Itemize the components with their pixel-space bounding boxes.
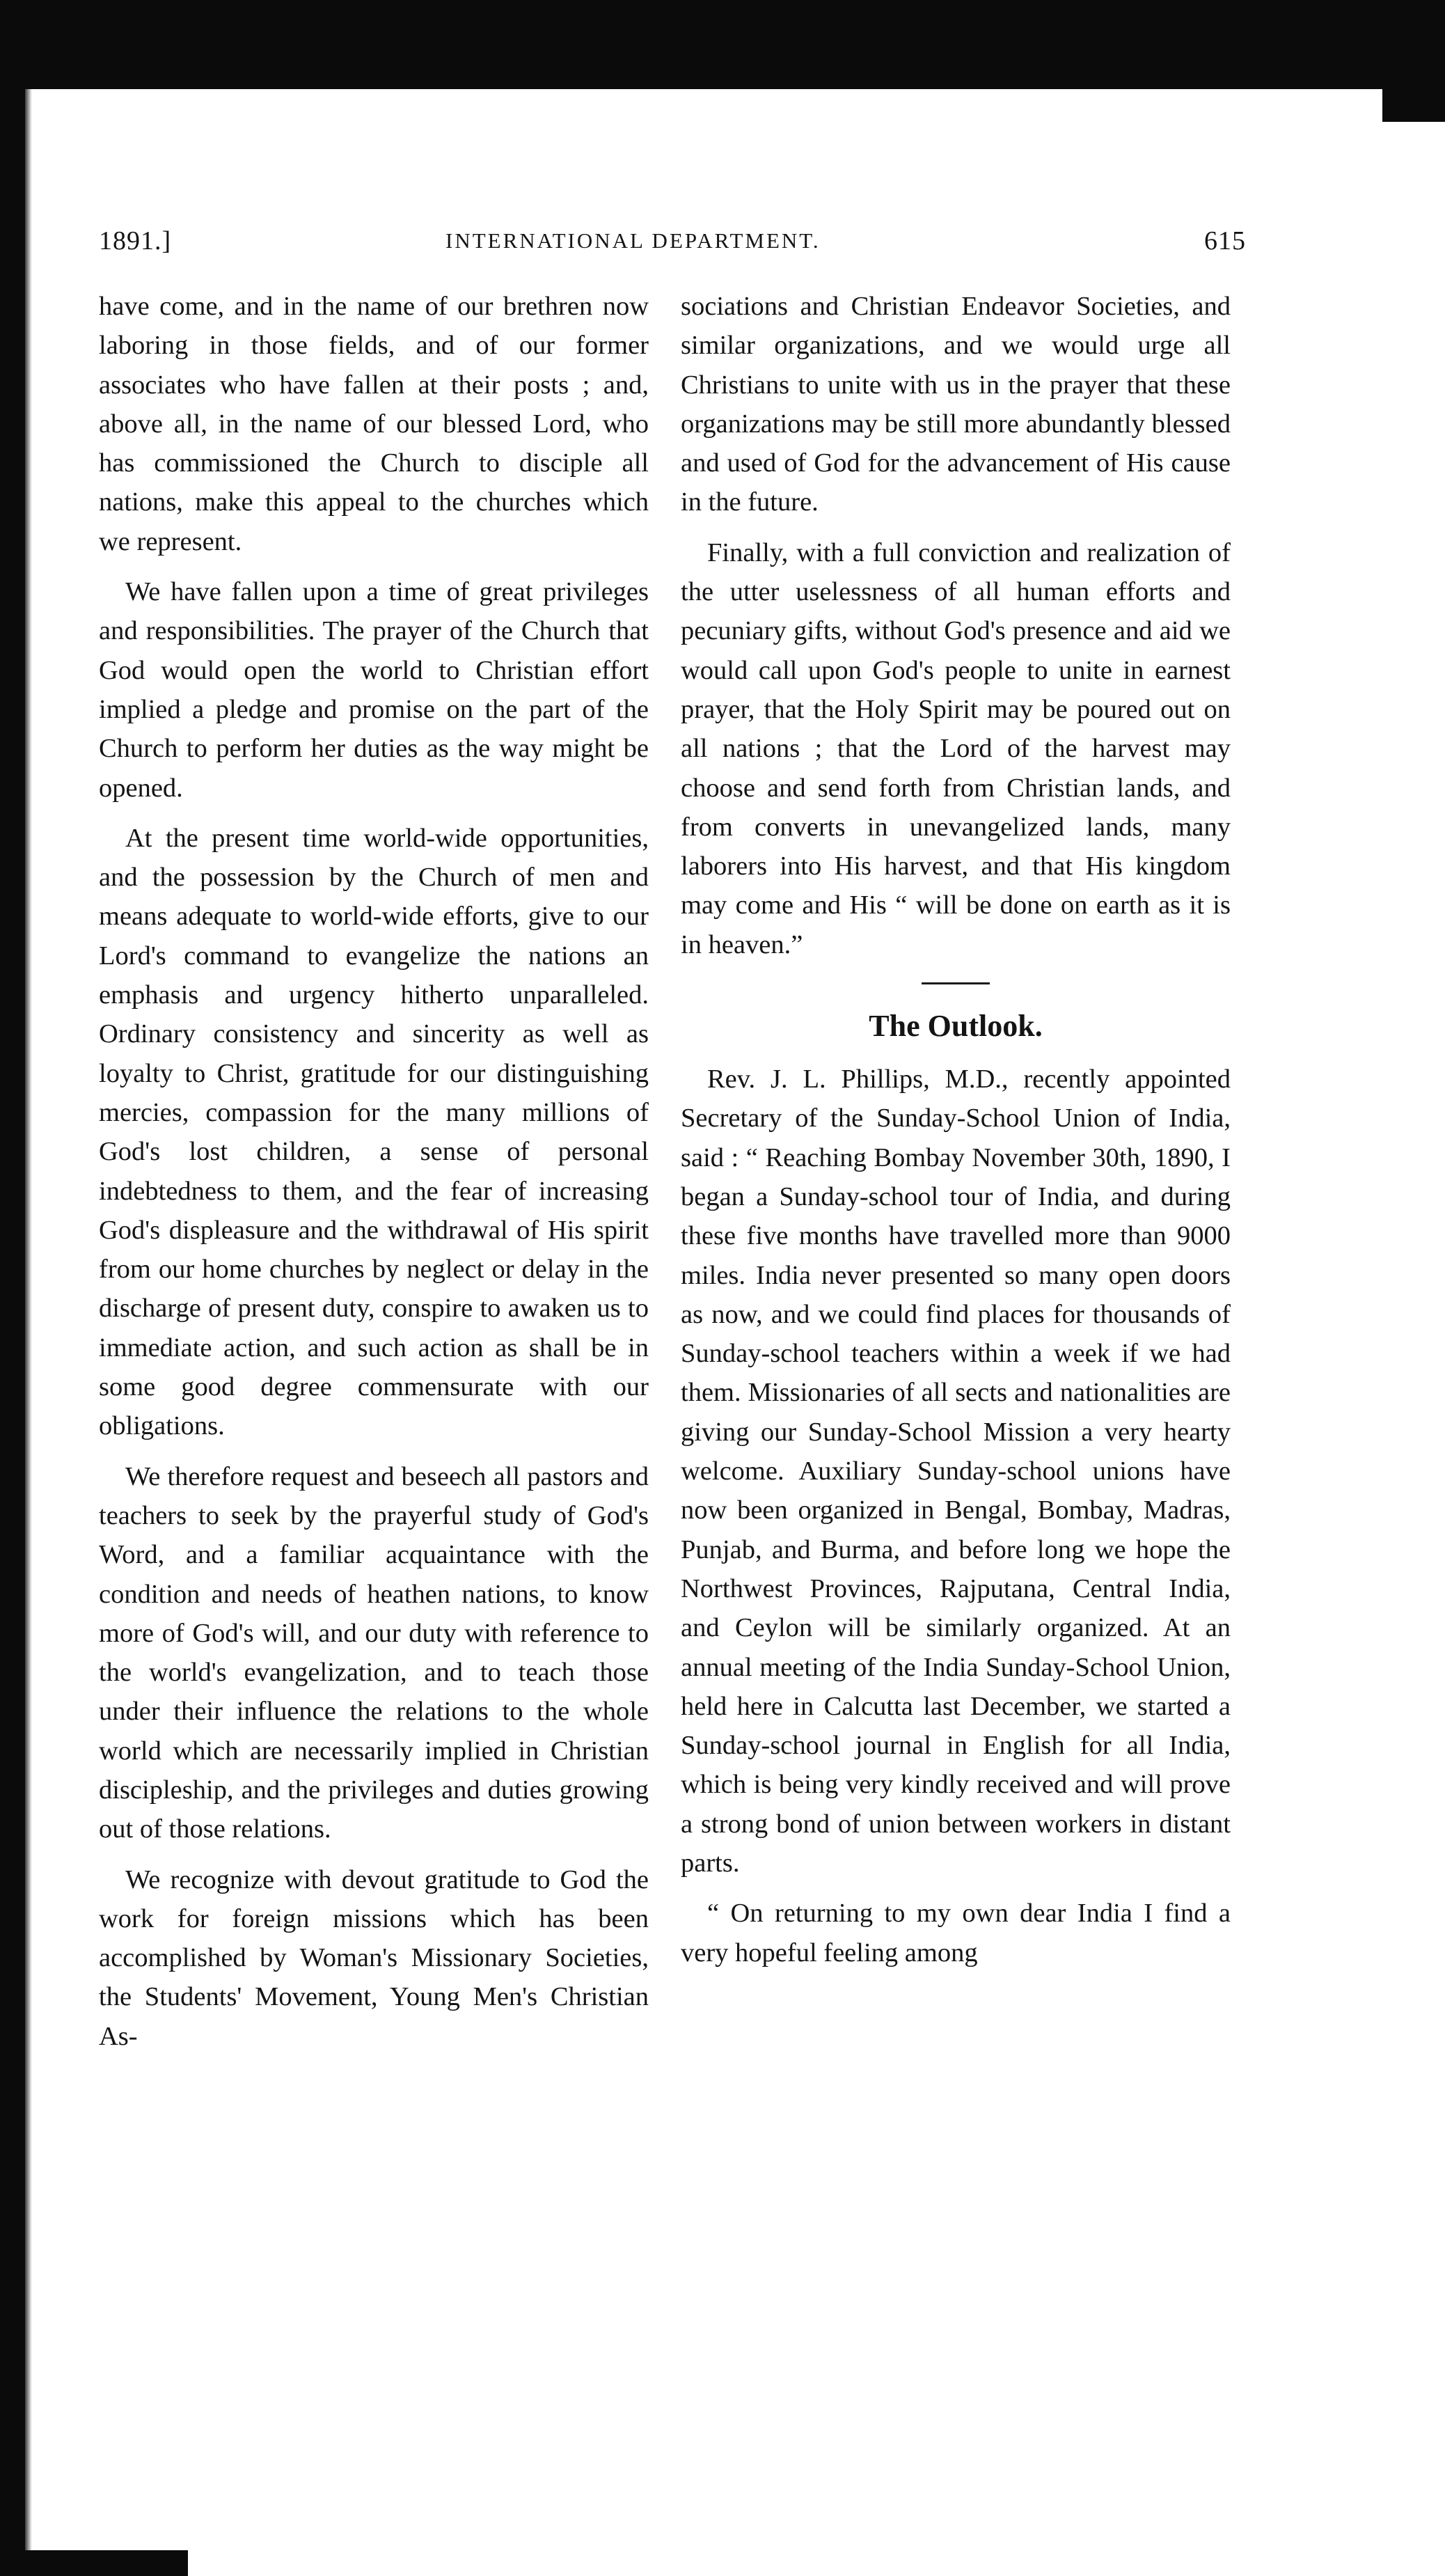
scan-border-top [0, 0, 1445, 89]
scan-border-corner [1382, 0, 1445, 122]
scan-shadow-left [25, 89, 32, 2576]
body-paragraph: We recognize with devout gratitude to God the work for foreign missions which has been accomplished by Woman's Missionary Societies, the Students' Movement, Young Men's Christian As- [99, 1864, 649, 2051]
section-divider [922, 982, 990, 984]
left-column [99, 287, 649, 2056]
page-number: 615 [1204, 226, 1246, 256]
scan-border-bottom [0, 2550, 188, 2576]
body-paragraph: We therefore request and beseech all pastors and teachers to seek by the prayerful study of God's Word, and a familiar acquaintance with the condition and needs of heathen nations, to know more of God's will, and our duty with reference to the world's evangelization, and to teach those under their influence the relations to the whole world which are necessarily implied in Christian discipleship, and the privileges and duties growing out of those relations. [99, 1461, 649, 1844]
body-paragraph: have come, and in the name of our brethren now laboring in those fields, and of our former associates who have fallen at their posts ; and, above all, in the name of our blessed Lord, who has commissioned the Church to disciple all nations, make this appeal to the churches which we represent. [99, 292, 649, 556]
section-heading: The Outlook. [869, 1009, 1043, 1044]
right-column [681, 287, 1231, 1972]
running-head-year: 1891.] [99, 226, 172, 256]
body-paragraph: We have fallen upon a time of great privileges and responsibilities. The prayer of the Church that God would open the world to Christian effort implied a pledge and promise on the part of the Church to perform her duties as the way might be opened. [99, 577, 649, 803]
body-paragraph: “ On returning to my own dear India I find a very hopeful feeling among [681, 1899, 1231, 1968]
running-head [99, 220, 1246, 262]
body-paragraph: At the present time world-wide opportunities, and the possession by the Church of men and means adequate to world-wide efforts, give to our Lord's command to evangelize the nations an emphasis and urgency hitherto unparalleled. Ordinary consistency and sincerity as well as loyalty to Christ, gratitude for our distinguishing mercies, compassion for the many millions of God's lost children, a sense of personal indebtedness to them, and the fear of increasing God's displeasure and the withdrawal of His spirit from our home churches by neglect or delay in the discharge of present duty, conspire to awaken us to immediate action, and such action as shall be in some good degree commensurate with our obligations. [99, 823, 649, 1441]
body-paragraph: Rev. J. L. Phillips, M.D., recently appointed Secretary of the Sunday-School Union of India, said : “ Reaching Bombay November 30th, 1890, I began a Sunday-school tour of India, and during these five months have travelled more than 9000 miles. India never presented so many open doors as now, and we could find places for thousands of Sunday-school teachers within a week if we had them. Missionaries of all sects and nationalities are giving our Sunday-School Mission a very hearty welcome. Auxiliary Sunday-school unions have now been organized in Bengal, Bombay, Madras, Punjab, and Burma, and before long we hope the Northwest Provinces, Rajputana, Central India, and Ceylon will be similarly organized. At an annual meeting of the India Sunday-School Union, held here in Calcutta last December, we started a Sunday-school journal in English for all India, which is being very kindly received and will prove a strong bond of union between workers in distant parts. [681, 1065, 1231, 1878]
running-head-title: INTERNATIONAL DEPARTMENT. [445, 228, 821, 253]
scan-border-left [0, 0, 25, 2576]
body-paragraph: sociations and Christian Endeavor Societies, and similar organizations, and we would urge all Christians to unite with us in the prayer that these organizations may be still more abundantly blessed and used of God for the advancement of His cause in the future. [681, 292, 1231, 517]
body-paragraph: Finally, with a full conviction and realization of the utter uselessness of all human efforts and pecuniary gifts, without God's presence and aid we would call upon God's people to unite in earnest prayer, that the Holy Spirit may be poured out on all nations ; that the Lord of the harvest may choose and send forth from Christian lands, and from converts in unevangelized lands, many laborers into His harvest, and that His kingdom may come and His “ will be done on earth as it is in heaven.” [681, 537, 1231, 959]
